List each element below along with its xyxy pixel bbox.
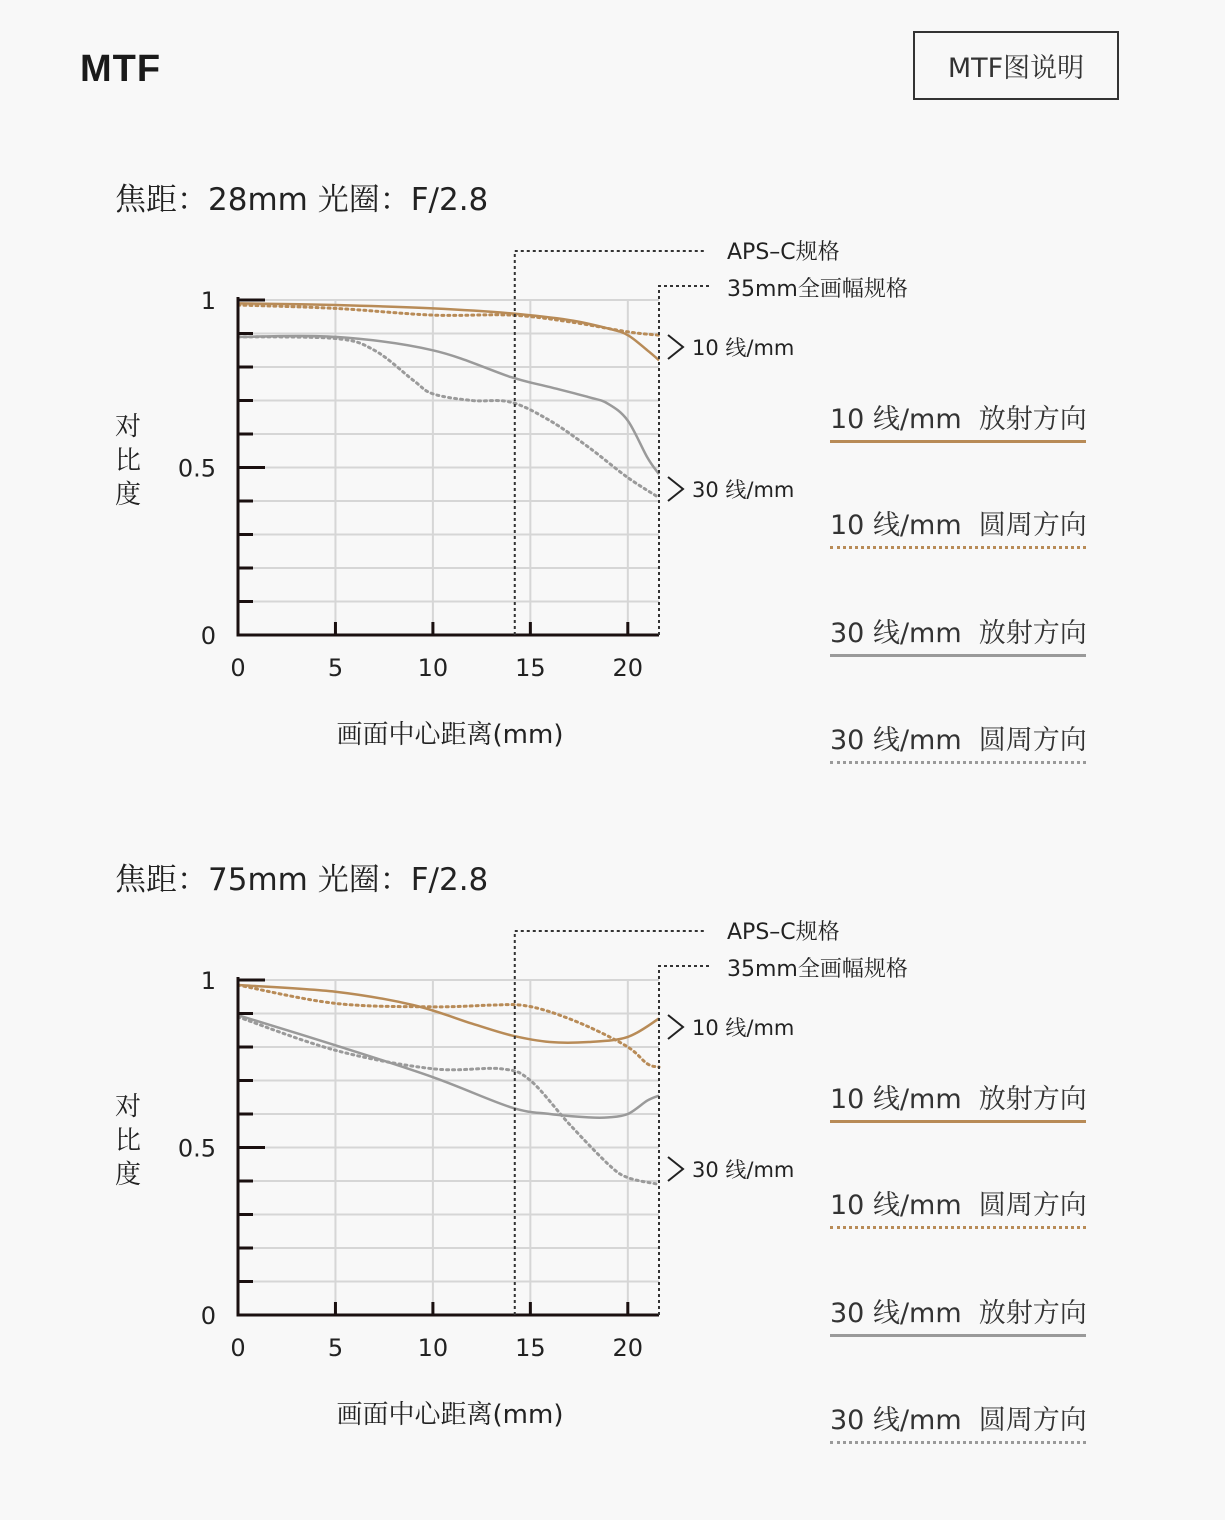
legend-label: 30 线/mm 圆周方向 <box>830 725 1087 756</box>
legend-10-radial <box>830 1084 1086 1123</box>
series-line <box>238 303 659 360</box>
legend-swatch-solid-gold <box>830 440 1086 443</box>
aps-c-label: APS–C规格 <box>727 920 840 945</box>
legend-30-circular <box>830 1405 1086 1444</box>
chart-title: 焦距：28mm 光圈：F/2.8 <box>115 182 489 218</box>
x-tick-label: 5 <box>327 1334 344 1362</box>
full-frame-label: 35mm全画幅规格 <box>727 277 908 302</box>
series-10-label: 10 线/mm <box>692 336 795 360</box>
legend-30-circular <box>830 725 1086 764</box>
legend-label: 10 线/mm 圆周方向 <box>830 510 1087 541</box>
series-30-label: 30 线/mm <box>692 478 795 502</box>
series-10-marker <box>668 1015 683 1039</box>
legend-10-circular <box>830 1190 1086 1229</box>
legend-swatch-solid-gray <box>830 1334 1086 1337</box>
x-tick-label: 0 <box>230 1334 246 1362</box>
series-line <box>238 337 659 498</box>
series-line <box>238 985 659 1067</box>
x-axis-label: 画面中心距离(mm) <box>336 720 564 750</box>
x-tick-label: 20 <box>612 1334 644 1362</box>
legend-swatch-solid-gray <box>830 654 1086 657</box>
mtf-panel-75mm <box>0 840 1225 1520</box>
y-axis-label: 对比度 <box>114 412 142 510</box>
legend-label: 10 线/mm 放射方向 <box>830 404 1087 435</box>
mtf-info-button[interactable]: MTF图说明 <box>913 31 1119 100</box>
legend-label: 30 线/mm 放射方向 <box>830 618 1087 649</box>
y-tick-label: 0.5 <box>177 1134 216 1163</box>
chart-title: 焦距：75mm 光圈：F/2.8 <box>115 862 489 898</box>
y-tick-label: 0 <box>200 622 216 650</box>
y-tick-label: 1 <box>200 967 216 995</box>
legend-10-radial <box>830 404 1086 443</box>
x-tick-label: 5 <box>327 654 344 682</box>
legend-label: 30 线/mm 放射方向 <box>830 1298 1087 1329</box>
x-tick-label: 15 <box>515 1334 546 1362</box>
full-frame-label: 35mm全画幅规格 <box>727 957 908 982</box>
x-tick-label: 0 <box>230 654 246 682</box>
x-tick-label: 10 <box>417 1334 449 1362</box>
legend-swatch-dotted-gold <box>830 546 1086 549</box>
series-30-marker <box>668 477 683 501</box>
y-tick-label: 0 <box>200 1302 216 1330</box>
x-tick-label: 15 <box>515 654 546 682</box>
legend-swatch-dotted-gray <box>830 1441 1086 1444</box>
page-title: MTF <box>80 48 162 90</box>
legend-30-radial <box>830 1298 1086 1337</box>
x-tick-label: 20 <box>612 654 644 682</box>
legend-label: 10 线/mm 圆周方向 <box>830 1190 1087 1221</box>
y-tick-label: 1 <box>200 287 216 315</box>
series-30-marker <box>668 1157 683 1181</box>
legend-swatch-dotted-gray <box>830 761 1086 764</box>
x-tick-label: 10 <box>417 654 449 682</box>
series-10-label: 10 线/mm <box>692 1016 795 1040</box>
x-axis-label: 画面中心距离(mm) <box>336 1400 564 1430</box>
legend-30-radial <box>830 618 1086 657</box>
mtf-panel-28mm <box>0 160 1225 840</box>
aps-c-boundary <box>515 931 704 1315</box>
legend-label: 30 线/mm 圆周方向 <box>830 1405 1087 1436</box>
aps-c-boundary <box>515 251 704 635</box>
legend-swatch-dotted-gold <box>830 1226 1086 1229</box>
series-30-label: 30 线/mm <box>692 1158 795 1182</box>
aps-c-label: APS–C规格 <box>727 240 840 265</box>
series-10-marker <box>668 335 683 359</box>
y-tick-label: 0.5 <box>177 454 216 483</box>
legend-10-circular <box>830 510 1086 549</box>
legend-label: 10 线/mm 放射方向 <box>830 1084 1087 1115</box>
legend-swatch-solid-gold <box>830 1120 1086 1123</box>
y-axis-label: 对比度 <box>114 1092 142 1190</box>
